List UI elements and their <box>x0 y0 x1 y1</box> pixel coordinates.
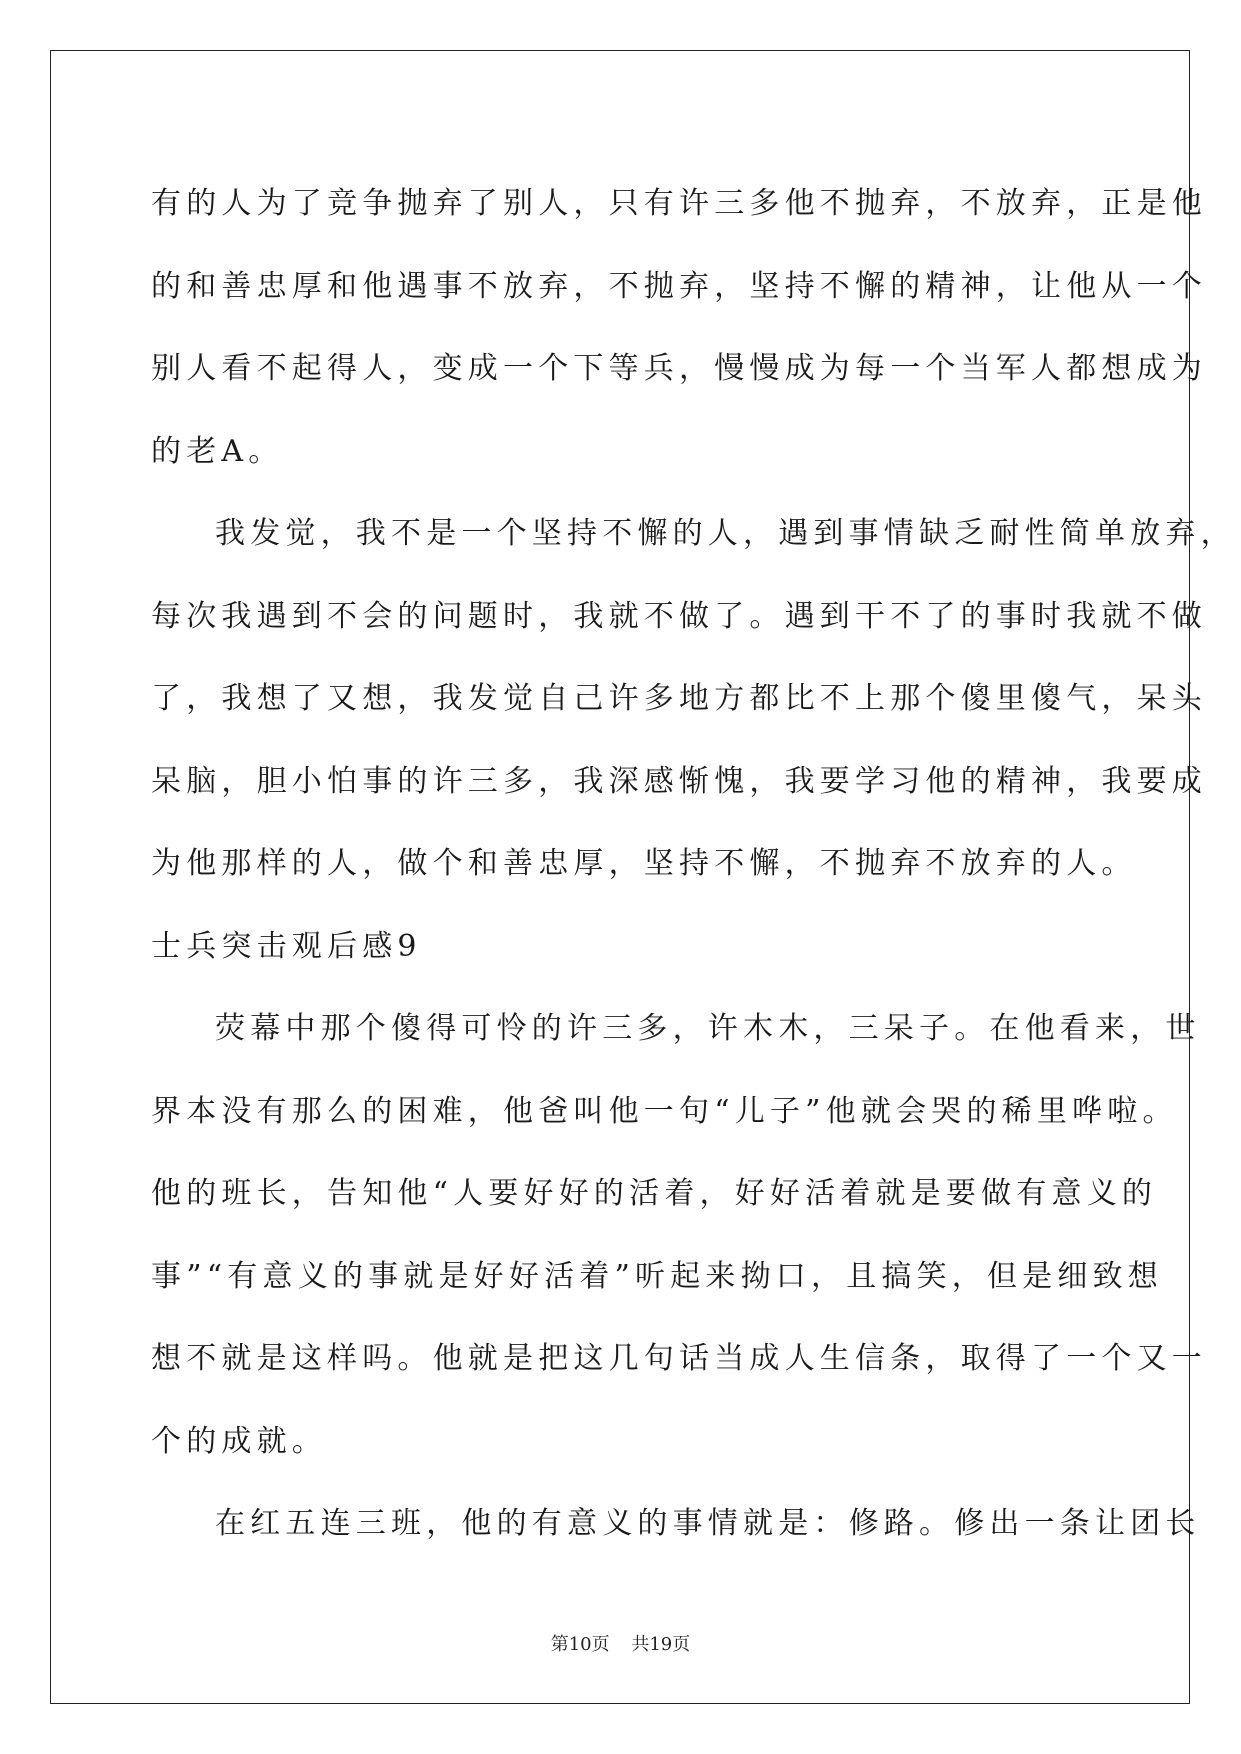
paragraph-first-line: 我发觉，我不是一个坚持不懈的人，遇到事情缺乏耐性简单放弃， <box>215 516 1236 551</box>
text-line: 的老A。 <box>151 433 284 469</box>
text-line: 每次我遇到不会的问题时，我就不做了。遇到干不了的事时我就不做 <box>151 598 1207 634</box>
text-line: 别人看不起得人，变成一个下等兵，慢慢成为每一个当军人都想成为 <box>151 351 1207 386</box>
text-line: 了，我想了又想，我发觉自己许多地方都比不上那个傻里傻气，呆头 <box>151 681 1207 716</box>
text-line: 为他那样的人，做个和善忠厚，坚持不懈，不抛弃不放弃的人。 <box>151 846 1137 881</box>
text-line: 有的人为了竞争抛弃了别人，只有许三多他不抛弃，不放弃，正是他 <box>151 186 1207 221</box>
text-line: 个的成就。 <box>151 1423 327 1459</box>
text-line: 他的班长，告知他“人要好好的活着，好好活着就是要做有意义的 <box>151 1176 1158 1211</box>
document-body <box>151 163 1236 1566</box>
paragraph-first-line: 在红五连三班，他的有意义的事情就是：修路。修出一条让团长 <box>215 1506 1201 1541</box>
text-line: 界本没有那么的困难，他爸叫他一句“儿子”他就会哭的稀里哗啦。 <box>151 1093 1178 1129</box>
page-total: 共19页 <box>631 1634 691 1655</box>
text-line: 事”“有意义的事就是好好活着”听起来拗口，且搞笑，但是细致想 <box>151 1258 1164 1294</box>
text-line: 呆脑，胆小怕事的许三多，我深感惭愧，我要学习他的精神，我要成 <box>151 763 1207 799</box>
page-number: 第10页 <box>550 1634 610 1655</box>
text-line: 的和善忠厚和他遇事不放弃，不抛弃，坚持不懈的精神，让他从一个 <box>151 268 1207 304</box>
page-footer <box>0 1630 1241 1656</box>
section-heading: 士兵突击观后感9 <box>151 928 422 964</box>
paragraph-first-line: 荧幕中那个傻得可怜的许三多，许木木，三呆子。在他看来，世 <box>215 1011 1201 1046</box>
text-line: 想不就是这样吗。他就是把这几句话当成人生信条，取得了一个又一 <box>151 1341 1207 1376</box>
